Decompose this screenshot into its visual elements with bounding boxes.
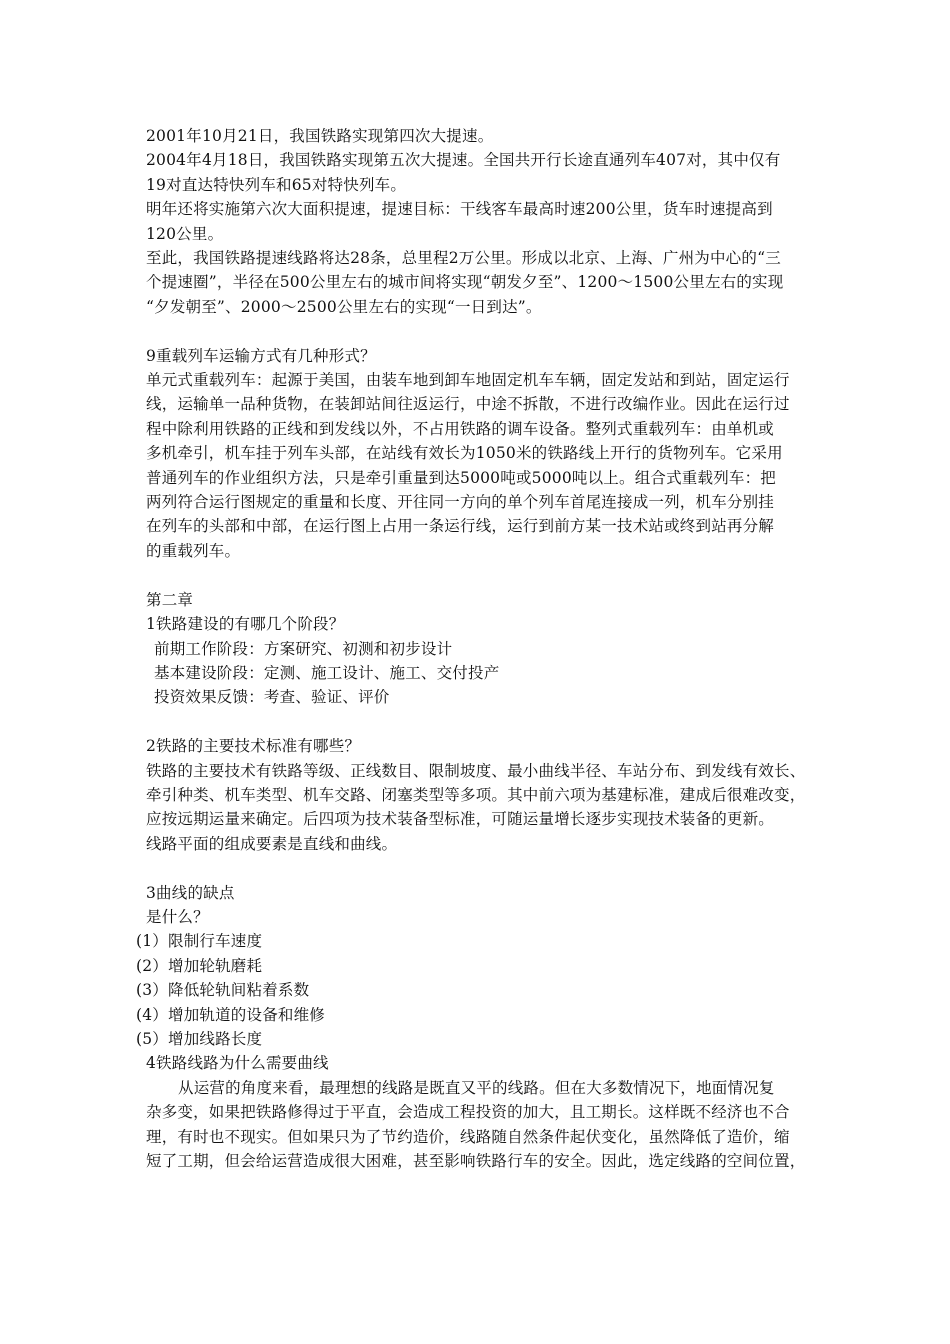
question-heading: 是什么？ (146, 907, 209, 926)
question-heading: 1铁路建设的有哪几个阶段？ (146, 615, 345, 634)
paragraph-curves (136, 881, 826, 1174)
text-line: 多机牵引，机车挂于列车头部，在站线有效长为1050米的铁路线上开行的货物列车。它采用 (146, 444, 783, 463)
list-item: (5）增加线路长度 (136, 1029, 263, 1048)
list-item: 前期工作阶段：方案研究、初测和初步设计 (154, 639, 453, 658)
text-line: 至此，我国铁路提速线路将达28条，总里程2万公里。形成以北京、上海、广州为中心的“三 (146, 249, 781, 268)
question-heading: 9重载列车运输方式有几种形式？ (146, 346, 376, 365)
document-page (136, 124, 826, 1173)
blank-line (146, 319, 826, 343)
text-line: 程中除利用铁路的正线和到发线以外，不占用铁路的调车设备。整列式重载列车：由单机或 (146, 419, 775, 438)
chapter-heading: 第二章 (146, 590, 194, 609)
text-line: 明年还将实施第六次大面积提速，提速目标：干线客车最高时速200公里，货车时速提高到 (146, 200, 773, 219)
text-line: 个提速圈”，半径在500公里左右的城市间将实现“朝发夕至”、1200～1500公里左右的实现 (146, 273, 784, 292)
text-line: 普通列车的作业组织方法，只是牵引重量到达5000吨或5000吨以上。组合式重载列车：把 (146, 468, 776, 487)
blank-line (146, 710, 826, 734)
text-line: 短了工期，但会给运营造成很大困难，甚至影响铁路行车的安全。因此，选定线路的空间位置， (146, 1152, 806, 1170)
list-item: 投资效果反馈：考查、验证、评价 (154, 688, 390, 707)
text-line: 理，有时也不现实。但如果只为了节约造价，线路随自然条件起伏变化，虽然降低了造价，缩 (146, 1127, 790, 1146)
text-line: 2001年10月21日，我国铁路实现第四次大提速。 (146, 127, 494, 145)
blank-line (146, 856, 826, 880)
text-line: 两列符合运行图规定的重量和长度、开往同一方向的单个列车首尾连接成一列，机车分别挂 (146, 493, 775, 512)
list-item: (4）增加轨道的设备和维修 (136, 1005, 326, 1024)
text-line: 从运营的角度来看，最理想的线路是既直又平的线路。但在大多数情况下，地面情况复 (178, 1078, 775, 1097)
text-line: 2004年4月18日，我国铁路实现第五次大提速。全国共开行长途直通列车407对，其中仅有 (146, 151, 781, 170)
text-line: 应按远期运量来确定。后四项为技术装备型标准，可随运量增长逐步实现技术装备的更新。 (146, 810, 775, 829)
text-line: 线，运输单一品种货物，在装卸站间往返运行，中途不拆散，不进行改编作业。因此在运行过 (146, 395, 790, 414)
text-line: 19对直达特快列车和65对特快列车。 (146, 175, 407, 194)
question-heading: 4铁路线路为什么需要曲线 (146, 1054, 329, 1073)
list-item: (2）增加轮轨磨耗 (136, 956, 263, 975)
text-line: 线路平面的组成要素是直线和曲线。 (146, 834, 398, 853)
text-line: 牵引种类、机车类型、机车交路、闭塞类型等多项。其中前六项为基建标准，建成后很难改变， (146, 785, 806, 804)
list-item: (1）限制行车速度 (136, 932, 263, 951)
text-line: 铁路的主要技术有铁路等级、正线数目、限制坡度、最小曲线半径、车站分布、到发线有效长、 (146, 761, 806, 780)
text-line: 120公里。 (146, 224, 224, 243)
paragraph-technical-standards (146, 734, 826, 856)
list-item: (3）降低轮轨间粘着系数 (136, 981, 310, 1000)
text-line: 杂多变，如果把铁路修得过于平直，会造成工程投资的加大，且工期长。这样既不经济也不合 (146, 1103, 790, 1122)
paragraph-chapter-two (146, 588, 826, 710)
paragraph-speedup (146, 124, 826, 319)
paragraph-heavy-haul (146, 344, 826, 564)
text-line: 的重载列车。 (146, 541, 241, 560)
question-heading: 2铁路的主要技术标准有哪些？ (146, 737, 361, 756)
text-line: “夕发朝至”、2000～2500公里左右的实现“一日到达”。 (146, 297, 542, 316)
text-line: 单元式重载列车：起源于美国，由装车地到卸车地固定机车车辆，固定发站和到站，固定运行 (146, 371, 790, 390)
question-heading: 3曲线的缺点 (146, 883, 235, 902)
text-line: 在列车的头部和中部，在运行图上占用一条运行线，运行到前方某一技术站或终到站再分解 (146, 517, 775, 536)
list-item: 基本建设阶段：定测、施工设计、施工、交付投产 (154, 663, 500, 682)
blank-line (146, 563, 826, 587)
